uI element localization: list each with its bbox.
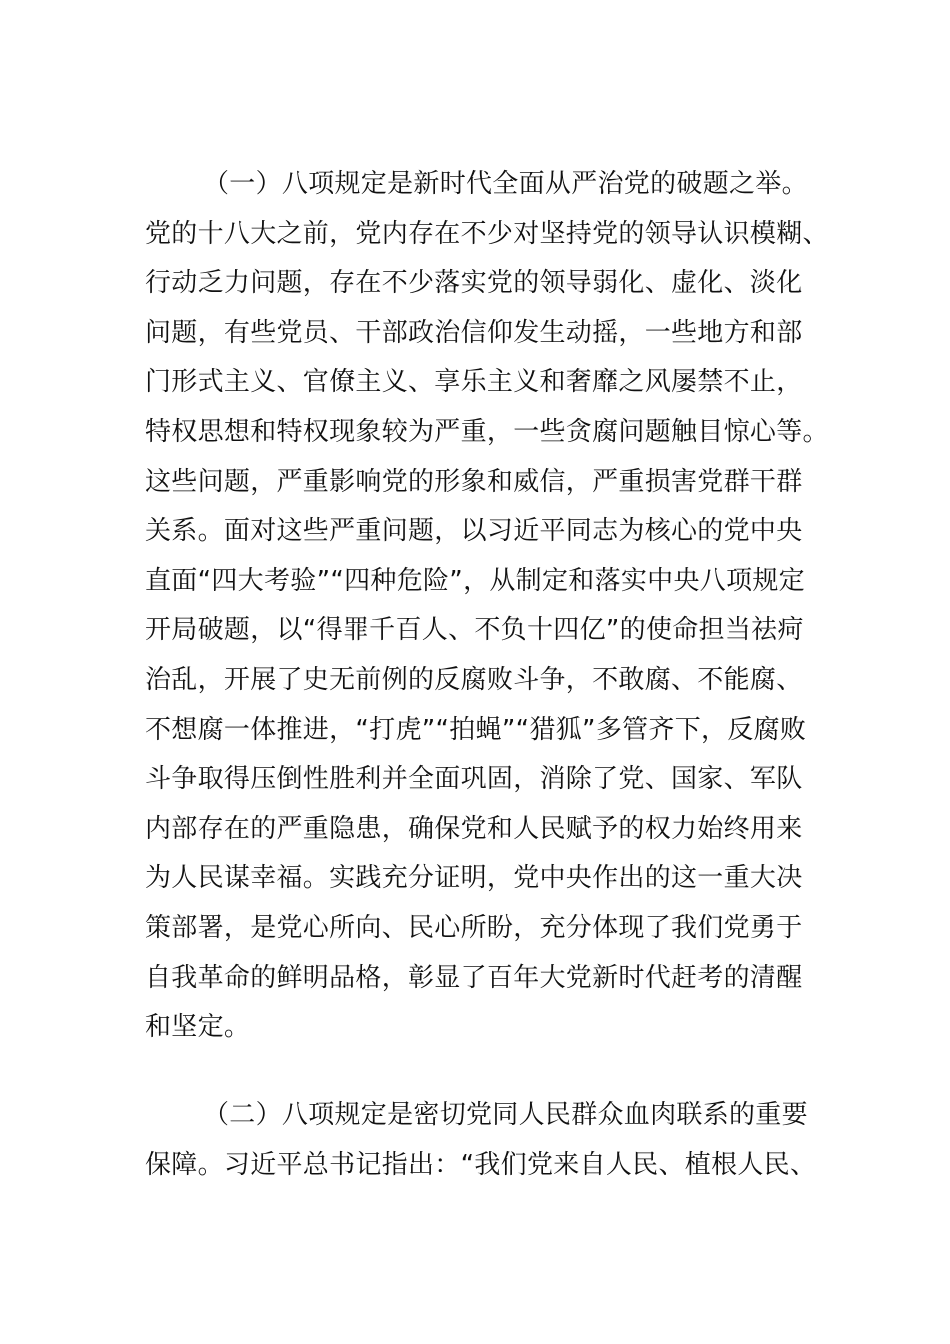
paragraph-line: （二）八项规定是密切党同人民群众血肉联系的重要 [203, 1100, 808, 1130]
paragraph-line: 自我革命的鲜明品格，彰显了百年大党新时代赶考的清醒 [145, 962, 803, 993]
paragraph-eight-provisions-breakthrough [145, 160, 829, 1053]
paragraph-line: 开局破题，以“得罪千百人、不负十四亿”的使命担当祛疴 [145, 615, 804, 646]
paragraph-line: 行动乏力问题，存在不少落实党的领导弱化、虚化、淡化 [145, 268, 803, 299]
paragraph-line: 治乱，开展了史无前例的反腐败斗争，不敢腐、不能腐、 [145, 664, 803, 695]
paragraph-line: （一）八项规定是新时代全面从严治党的破题之举。 [203, 169, 808, 199]
paragraph-line: 保障。习近平总书记指出：“我们党来自人民、植根人民、 [145, 1149, 817, 1180]
paragraph-line: 门形式主义、官僚主义、享乐主义和奢靡之风屡禁不止， [145, 367, 803, 398]
paragraph-line: 为人民谋幸福。实践充分证明，党中央作出的这一重大决 [145, 863, 803, 894]
paragraph-line: 内部存在的严重隐患，确保党和人民赋予的权力始终用来 [145, 813, 803, 844]
paragraph-line: 斗争取得压倒性胜利并全面巩固，消除了党、国家、军队 [145, 764, 803, 795]
paragraph-line: 关系。面对这些严重问题，以习近平同志为核心的党中央 [145, 516, 803, 547]
paragraph-line: 不想腐一体推进，“打虎”“拍蝇”“猎狐”多管齐下，反腐败 [145, 714, 807, 745]
paragraph-eight-provisions-safeguard [145, 1091, 817, 1190]
paragraph-line: 党的十八大之前，党内存在不少对坚持党的领导认识模糊、 [145, 218, 829, 249]
paragraph-line: 和坚定。 [145, 1012, 251, 1043]
paragraph-line: 策部署，是党心所向、民心所盼，充分体现了我们党勇于 [145, 912, 803, 943]
paragraph-line: 直面“四大考验”“四种危险”，从制定和落实中央八项规定 [145, 565, 805, 596]
paragraph-line: 特权思想和特权现象较为严重，一些贪腐问题触目惊心等。 [145, 416, 829, 447]
paragraph-line: 这些问题，严重影响党的形象和威信，严重损害党群干群 [145, 466, 803, 497]
paragraph-line: 问题，有些党员、干部政治信仰发生动摇，一些地方和部 [145, 317, 803, 348]
